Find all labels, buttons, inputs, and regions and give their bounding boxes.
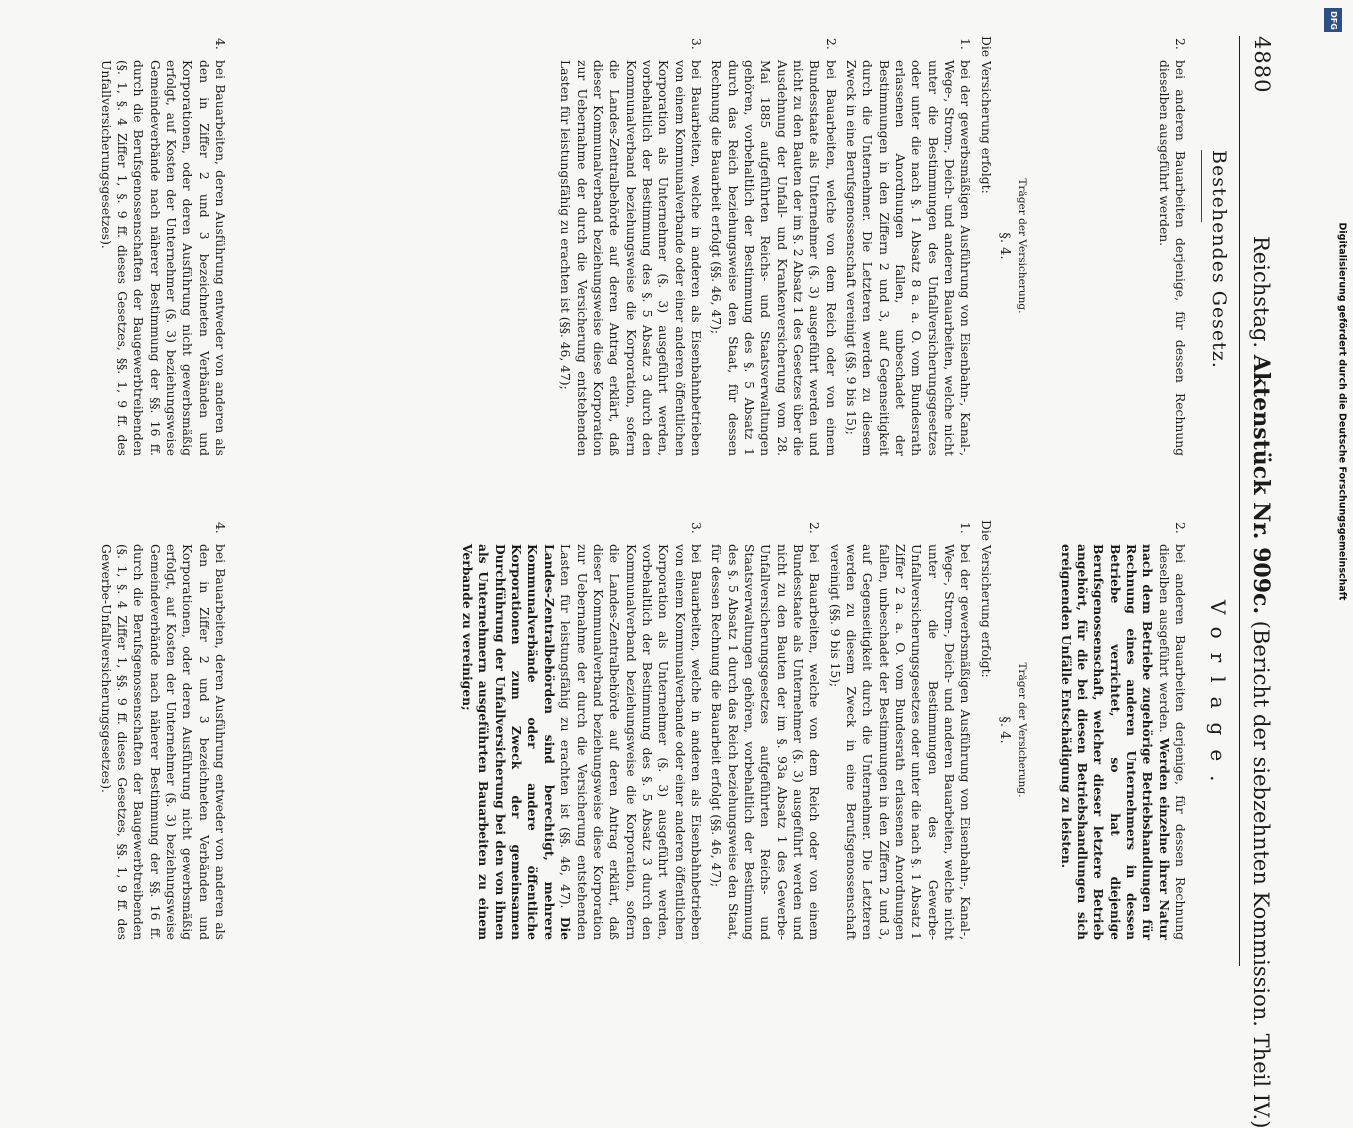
- section-lead: Die Versicherung erfolgt:: [978, 36, 993, 194]
- list-item: [826, 520, 973, 940]
- section-paragraph: §. 4.: [997, 232, 1013, 260]
- left-column-section: [557, 36, 1028, 456]
- dfg-sidebar: [1322, 6, 1348, 996]
- item-number: 3.: [688, 38, 703, 50]
- heading-rule: [1201, 150, 1202, 222]
- left-column-item-4: [97, 36, 228, 456]
- header-document-label: Aktenstück Nr.: [1248, 354, 1274, 540]
- list-item: [97, 36, 228, 456]
- page-header: [1239, 36, 1280, 1128]
- right-column-heading: [1206, 600, 1230, 796]
- section-lead: Die Versicherung erfolgt:: [978, 520, 993, 678]
- item-text: bei Bauarbeiten, welche von dem Reich oder von einem Bundesstaate als Unternehmer (§. 3) ausgeführt werden und nicht zu den Bauten der im §. 2 Absatz 1 des Gesetzes über die Ausdehnung der Unfall- und Krankenversicherung vom 28. Mai 1885 aufgeführten Reichs- und Staatsverwaltungen gehören, vorbehaltlich der Bestimmung des §. 5 Absatz 1 durch das Reich beziehungsweise den Staat, für dessen Rechnung die Bauarbeit erfolgt (§§. 46, 47);: [709, 60, 838, 456]
- item-text: bei der gewerbsmäßigen Ausführung von Eisenbahn-, Kanal-, Wege-, Strom-, Deich- und anderen Bauarbeiten, welche nicht unter die Bestimmungen des Unfallversicherungsgesetzes oder unter die nach §. 1 Absatz 8 a. a. O. vom Bundesrath erlassenen Anordnungen fallen, unbeschadet der Bestimmungen in den Ziffern 2 und 3, auf Gegenseitigkeit durch die Unternehmer. Die Letzteren werden zu diesem Zweck in eine Berufsgenossenschaft vereinigt (§§. 9 bis 15);: [844, 60, 973, 456]
- left-column-intro: [1155, 36, 1188, 456]
- list-item: [459, 520, 704, 940]
- item-number: 2.: [1173, 522, 1187, 534]
- right-column-item-4: [97, 520, 228, 940]
- section-paragraph: §. 4.: [997, 716, 1013, 744]
- document-page: [8, 0, 1318, 1128]
- list-item: [843, 36, 974, 456]
- page-title: [1248, 236, 1274, 1128]
- item-text: bei Bauarbeiten, welche von dem Reich oder von einem Bundesstaate als Unternehmer (§. 3) ausgeführt werden und nicht zu den Bauten der im §. 93a Absatz 1 des Gewerbe-Unfallversicherungsgesetzes aufgeführten Reichs- und Staatsverwaltungen gehören, vorbehaltlich der Bestimmung des §. 5 Absatz 1 durch das Reich beziehungsweise den Staat, für dessen Rechnung die Bauarbeit erfolgt (§§. 46, 47);: [709, 544, 822, 940]
- item-text: bei Bauarbeiten, deren Ausführung entweder von anderen als den in Ziffer 2 und 3 bezeichneten Verbänden und Korporationen, oder deren Ausführung nicht gewerbsmäßig erfolgt, auf Kosten der Unternehmer (§. 3) beziehungsweise Gemeindeverbände nach näherer Bestimmung der §§. 16 ff. durch die Berufsgenossenschaften der Baugewerbtreibenden (§. 1, §. 4 Ziffer 1, §§. 9 ff. dieses Gesetzes, §§. 1, 9 ff. des Gewerbe-Unfallversicherungsgesetzes).: [98, 544, 227, 940]
- right-heading-text: Vorlage.: [1206, 600, 1230, 796]
- list-item: [557, 36, 704, 456]
- item-text: bei der gewerbsmäßigen Ausführung von Eisenbahn-, Kanal-, Wege-, Strom-, Deich- und anderen Bauarbeiten, welche nicht unter die Bestimmungen des Gewerbe-Unfallversicherungsgesetzes oder unter die nach §. 1 Absatz 1 Ziffer 2 a. a. O. vom Bundesrath erlassenen Anordnungen fallen, unbeschadet der Bestimmungen in den Ziffern 2 und 3, auf Gegenseitigkeit durch die Unternehmer. Die Letzteren werden zu diesem Zweck in eine Berufsgenossenschaft vereinigt (§§. 9 bis 15);: [827, 544, 973, 940]
- item-number: 2.: [807, 522, 822, 534]
- item-text-plain: bei anderen Bauarbeiten derjenige, für dessen Rechnung dieselben ausgeführt werden.: [1156, 544, 1187, 940]
- item-text: [459, 544, 704, 940]
- right-intro-item: [1057, 520, 1188, 940]
- item-number: 4.: [213, 38, 227, 50]
- item-text-amendment: Die Landes-Zentralbehörden sind berechtigt, mehrere Kommunalverbände oder andere öffentliche Korporationen zum Zweck der gemeinsamen Durchführung der Unfallversicherung bei den von ihnen als Unternehmern ausgeführten Bauarbeiten zu einem Verbande zu vereinigen;: [460, 544, 574, 940]
- item-text: bei Bauarbeiten, deren Ausführung entweder von anderen als den in Ziffer 2 und 3 bezeichneten Verbänden und Korporationen, oder deren Ausführung nicht gewerbsmäßig erfolgt, auf Kosten der Unternehmer (§. 3) beziehungsweise Gemeindeverbände nach näherer Bestimmung der §§. 16 ff. durch die Berufsgenossenschaften der Baugewerbtreibenden (§. 1, §. 4 Ziffer 1, §. 9 ff. dieses Gesetzes, §§. 1, 9 ff. des Unfallversicherungsgesetzes).: [98, 60, 227, 456]
- item-number: 1.: [958, 522, 973, 534]
- header-document-number: 909c.: [1248, 547, 1274, 615]
- header-body: Reichstag.: [1249, 236, 1273, 349]
- page-number: 4880: [1250, 36, 1274, 94]
- header-subtitle: (Bericht der siebzehnten Kommission. Theil IV.): [1249, 620, 1273, 1128]
- item-text: [1057, 544, 1188, 940]
- item-number: 2.: [823, 38, 838, 50]
- item-number: 3.: [688, 522, 703, 534]
- section-label: Träger der Versicherung.: [1016, 662, 1028, 798]
- item-text-amendment: Werden einzelne ihrer Natur nach dem Betriebe zugehörige Betriebshandlungen für Rechnung eines anderen Unternehmers in dessen Betriebe verrichtet, so hat diejenige Berufsgenossenschaft, welcher dieser letztere Betrieb angehört, für die bei diesen Betriebshandlungen sich ereignenden Unfälle Entschädigung zu leisten.: [1058, 544, 1172, 940]
- right-column-section: [459, 520, 1028, 940]
- dfg-logo-text: DFG: [1328, 10, 1338, 30]
- item-text-plain: bei Bauarbeiten, welche in anderen als Eisenbahnbetrieben von einem Kommunalverbande oder einer anderen öffentlichen Korporation als Unternehmer (§. 3) ausgeführt werden, vorbehaltlich der Bestimmung des §. 5 Absatz 3 durch den Kommunalverband beziehungsweise die Korporation, sofern die Landes-Zentralbehörde auf deren Antrag erklärt, daß dieser Kommunalverband beziehungsweise diese Korporation zur Uebernahme der durch die Versicherung entstehenden Lasten für leistungsfähig zu erachten ist (§§. 46, 47).: [558, 544, 703, 940]
- list-item: [708, 520, 822, 940]
- section-label: Träger der Versicherung.: [1016, 178, 1028, 314]
- left-heading-text: Bestehendes Gesetz.: [1208, 150, 1230, 369]
- right-column-intro: [1057, 520, 1188, 940]
- item-number: 1.: [958, 38, 973, 50]
- left-column-heading: [1201, 150, 1230, 369]
- digitization-credit: Digitalisierung gefördert durch die Deutsche Forschungsgemeinschaft: [1336, 222, 1348, 601]
- list-item: [708, 36, 839, 456]
- list-item: [97, 520, 228, 940]
- item-text: bei Bauarbeiten, welche in anderen als Eisenbahnbetrieben von einem Kommunalverbande oder einer anderen öffentlichen Korporation als Unternehmer (§. 3) ausgeführt werden, vorbehaltlich der Bestimmung des §. 5 Absatz 3 durch den Kommunalverband beziehungsweise die Korporation, sofern die Landes-Zentralbehörde auf deren Antrag erklärt, daß dieser Kommunalverband beziehungsweise diese Korporation zur Uebernahme der durch die Versicherung entstehenden Lasten für leistungsfähig zu erachten ist (§§. 46, 47);: [558, 60, 703, 456]
- item-number: 2.: [1173, 38, 1187, 50]
- item-number: 4.: [213, 522, 227, 534]
- item-text: bei anderen Bauarbeiten derjenige, für dessen Rechnung dieselben ausgeführt werden.: [1156, 60, 1187, 456]
- left-intro-item: [1155, 36, 1188, 456]
